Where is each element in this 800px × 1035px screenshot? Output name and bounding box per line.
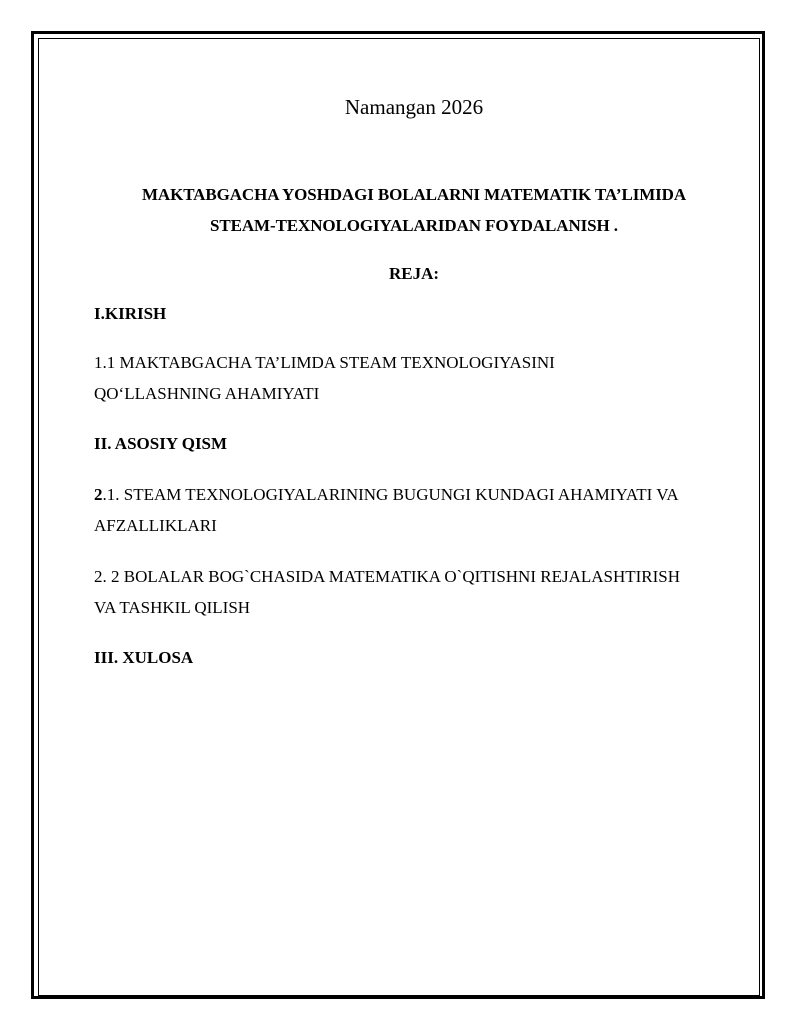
- title-line-1: MAKTABGACHA YOSHDAGI BOLALARNI MATEMATIK TA’LIMIDA: [141, 185, 687, 204]
- outline-item-1-1-line-1: 1.1 MAKTABGACHA TA’LIMDA STEAM TEXNOLOGIYASINI: [94, 353, 555, 372]
- title-line-2: STEAM-TEXNOLOGIYALARIDAN FOYDALANISH .: [210, 216, 618, 235]
- outline-item-2-1-line-1: [94, 479, 734, 510]
- document-title: [94, 179, 734, 241]
- outline-main-part: II. ASOSIY QISM: [94, 434, 228, 453]
- outline-item-2-1-line-2: AFZALLIKLARI: [94, 516, 217, 535]
- outline-item-1-1-line-2: QO‘LLASHNING AHAMIYATI: [94, 384, 320, 403]
- outline-item-1-1: [94, 347, 734, 409]
- outline-item-2-1-text: .1. STEAM TEXNOLOGIYALARINING BUGUNGI KUNDAGI AHAMIYATI VA: [102, 485, 679, 504]
- outline-intro: I.KIRISH: [94, 304, 167, 323]
- outline-conclusion: III. XULOSA: [94, 648, 194, 667]
- plan-heading: REJA:: [388, 264, 440, 283]
- outline-item-2-2: [94, 561, 734, 623]
- outline-item-2-1: [94, 479, 734, 541]
- outline-item-2-2-line-1: 2. 2 BOLALAR BOG`CHASIDA MATEMATIKA O`QITISHNI REJALASHTIRISH: [94, 567, 681, 586]
- outline-item-2-2-line-2: VA TASHKIL QILISH: [94, 598, 251, 617]
- city-year: Namangan 2026: [344, 95, 484, 119]
- outline-item-2-1-number: 2: [94, 485, 103, 504]
